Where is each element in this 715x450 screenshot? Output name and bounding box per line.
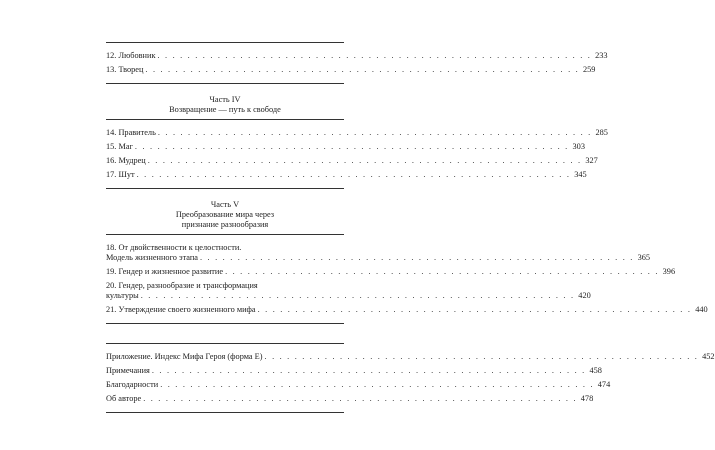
entry-title: 15. Маг: [106, 142, 133, 151]
dot-leader: . . . . . . . . . . . . . . . . . . . . . . . . . . . . . . . . . . . . . . . . . . . . . . . . . . . . . . . . . .: [134, 142, 569, 151]
entry-title: Приложение. Индекс Мифа Героя (форма Е): [106, 352, 263, 361]
dot-leader: . . . . . . . . . . . . . . . . . . . . . . . . . . . . . . . . . . . . . . . . . . . . . . . . . . . . . . . . . .: [225, 267, 660, 276]
part-heading: [106, 200, 344, 230]
part-heading-line: Преобразование мира через: [175, 210, 275, 219]
entry-page-number: 327: [585, 156, 598, 165]
entry-title: Модель жизненного этапа: [106, 253, 198, 262]
entry-title: 21. Утверждение своего жизненного мифа: [106, 305, 256, 314]
entry-page-number: 458: [589, 366, 602, 375]
dot-leader: . . . . . . . . . . . . . . . . . . . . . . . . . . . . . . . . . . . . . . . . . . . . . . . . . . . . . . . . . .: [136, 170, 571, 179]
entry-title: Об авторе: [106, 394, 142, 403]
toc-entry: [106, 394, 594, 404]
entry-list: [106, 344, 715, 412]
toc-entry: [106, 170, 587, 180]
section-bottom-rule: [106, 188, 344, 189]
entry-title-line: 20. Гендер, разнообразие и трансформация: [106, 281, 258, 290]
part-heading-line: Возвращение — путь к свободе: [169, 105, 281, 114]
entry-page-number: 452: [702, 352, 715, 361]
entry-list: [106, 120, 608, 188]
entry-title: 16. Мудрец: [106, 156, 146, 165]
dot-leader: . . . . . . . . . . . . . . . . . . . . . . . . . . . . . . . . . . . . . . . . . . . . . . . . . . . . . . . . . .: [160, 380, 595, 389]
entry-list: [106, 235, 708, 323]
entry-page-number: 396: [662, 267, 676, 276]
entry-page-number: 259: [582, 65, 596, 74]
entry-page-number: 345: [574, 170, 587, 179]
toc-entry-multiline: [106, 281, 591, 301]
entry-title: Благодарности: [106, 380, 159, 389]
part-heading-line: признание разнообразия: [181, 220, 269, 229]
toc-entry: [106, 291, 591, 301]
part-heading-line: Часть V: [210, 200, 240, 209]
entry-page-number: 420: [578, 291, 591, 300]
entry-page-number: 233: [595, 51, 608, 60]
dot-leader: . . . . . . . . . . . . . . . . . . . . . . . . . . . . . . . . . . . . . . . . . . . . . . . . . . . . . . . . . .: [200, 253, 635, 262]
dot-leader: . . . . . . . . . . . . . . . . . . . . . . . . . . . . . . . . . . . . . . . . . . . . . . . . . . . . . . . . . .: [157, 128, 592, 137]
entry-page-number: 440: [695, 305, 708, 314]
entry-page-number: 303: [572, 142, 585, 151]
entry-title: культуры: [106, 291, 139, 300]
toc-entry: [106, 51, 608, 61]
entry-title: Примечания: [106, 366, 150, 375]
entry-page-number: 365: [637, 253, 651, 262]
entry-page-number: 478: [580, 394, 594, 403]
toc-entry: [106, 366, 602, 376]
section-bottom-rule: [106, 83, 344, 84]
dot-leader: . . . . . . . . . . . . . . . . . . . . . . . . . . . . . . . . . . . . . . . . . . . . . . . . . . . . . . . . . .: [143, 394, 578, 403]
dot-leader: . . . . . . . . . . . . . . . . . . . . . . . . . . . . . . . . . . . . . . . . . . . . . . . . . . . . . . . . . .: [151, 366, 586, 375]
toc-entry-multiline: [106, 243, 651, 263]
dot-leader: . . . . . . . . . . . . . . . . . . . . . . . . . . . . . . . . . . . . . . . . . . . . . . . . . . . . . . . . . .: [157, 51, 592, 60]
dot-leader: . . . . . . . . . . . . . . . . . . . . . . . . . . . . . . . . . . . . . . . . . . . . . . . . . . . . . . . . . .: [145, 65, 580, 74]
section-bottom-rule: [106, 412, 344, 413]
entry-title: 14. Правитель: [106, 128, 156, 137]
entry-title: 17. Шут: [106, 170, 135, 179]
entry-title-line: 18. От двойственности к целостности.: [106, 243, 242, 252]
toc-entry: [106, 253, 651, 263]
toc-entry: [106, 128, 608, 138]
toc-entry: [106, 352, 715, 362]
dot-leader: . . . . . . . . . . . . . . . . . . . . . . . . . . . . . . . . . . . . . . . . . . . . . . . . . . . . . . . . . .: [264, 352, 699, 361]
toc-entry: [106, 267, 676, 277]
entry-page-number: 285: [595, 128, 608, 137]
part-heading: [106, 95, 344, 115]
entry-title: 13. Творец: [106, 65, 144, 74]
table-of-contents: [106, 42, 715, 413]
entry-page-number: 474: [597, 380, 611, 389]
toc-entry: [106, 142, 585, 152]
toc-entry: [106, 305, 708, 315]
toc-entry: [106, 65, 596, 75]
part-heading-line: Часть IV: [209, 95, 241, 104]
entry-list: [106, 43, 608, 83]
section-spacer: [106, 324, 344, 343]
toc-entry: [106, 156, 598, 166]
entry-title: 19. Гендер и жизненное развитие: [106, 267, 224, 276]
dot-leader: . . . . . . . . . . . . . . . . . . . . . . . . . . . . . . . . . . . . . . . . . . . . . . . . . . . . . . . . . .: [140, 291, 575, 300]
dot-leader: . . . . . . . . . . . . . . . . . . . . . . . . . . . . . . . . . . . . . . . . . . . . . . . . . . . . . . . . . .: [147, 156, 582, 165]
entry-title: 12. Любовник: [106, 51, 156, 60]
dot-leader: . . . . . . . . . . . . . . . . . . . . . . . . . . . . . . . . . . . . . . . . . . . . . . . . . . . . . . . . . .: [257, 305, 692, 314]
toc-entry: [106, 380, 611, 390]
